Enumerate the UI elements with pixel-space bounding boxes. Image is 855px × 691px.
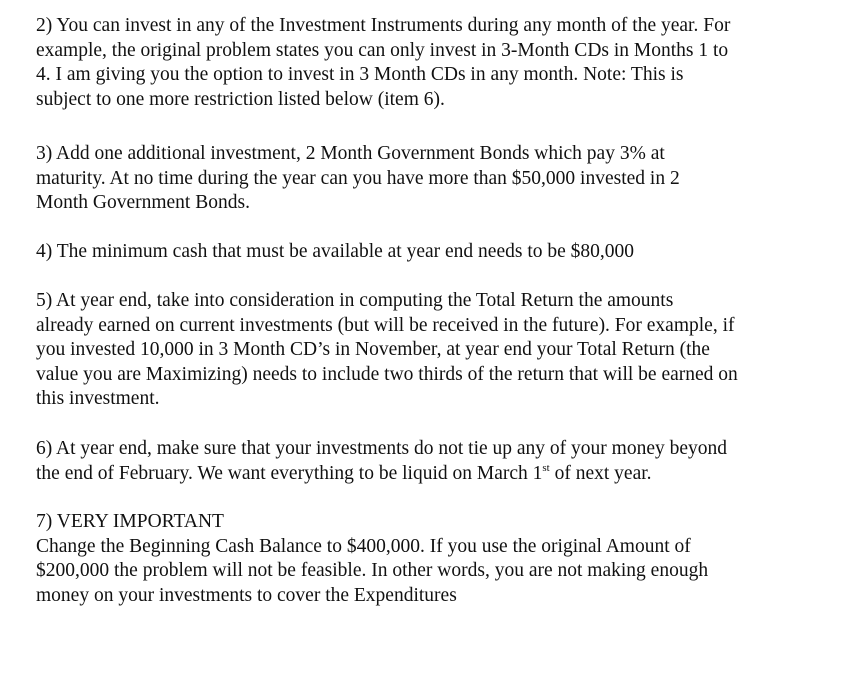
item-7-paragraph (36, 510, 826, 608)
item-4-line: 4) The minimum cash that must be available at year end needs to be $80,000 (36, 241, 635, 262)
item-6-line: 6) At year end, make sure that your investments do not tie up any of your money beyond (36, 438, 728, 459)
item-2-line: example, the original problem states you can only invest in 3-Month CDs in Months 1 to (36, 39, 729, 61)
item-7-line: money on your investments to cover the Expenditures (36, 584, 457, 606)
item-5-line: this investment. (36, 388, 160, 409)
item-5-line: already earned on current investments (but will be received in the future). For example, if (36, 314, 735, 336)
item-5-paragraph (36, 289, 826, 412)
item-6-line (36, 462, 826, 487)
item-6-line2-tail: of next year. (549, 462, 652, 484)
item-3-line: Month Government Bonds. (36, 192, 250, 213)
item-2-line: 2) You can invest in any of the Investment Instruments during any month of the year. For (36, 15, 731, 36)
item-2-paragraph (36, 14, 826, 112)
item-3-line: 3) Add one additional investment, 2 Month Government Bonds which pay 3% at (36, 143, 665, 164)
item-5-line: you invested 10,000 in 3 Month CD’s in November, at year end your Total Return (the (36, 339, 710, 360)
item-5-line: value you are Maximizing) needs to include two thirds of the return that will be earned on (36, 363, 738, 385)
item-3-paragraph (36, 142, 826, 216)
item-7-line: Change the Beginning Cash Balance to $400,000. If you use the original Amount of (36, 535, 691, 557)
item-2-line: 4. I am giving you the option to invest in 3 Month CDs in any month. Note: This is (36, 64, 684, 85)
item-6-paragraph (36, 437, 826, 486)
item-5-line: 5) At year end, take into consideration in computing the Total Return the amounts (36, 290, 674, 311)
item-7-heading: 7) VERY IMPORTANT (36, 511, 224, 532)
item-4-paragraph (36, 240, 826, 265)
item-2-line: subject to one more restriction listed below (item 6). (36, 88, 445, 110)
item-7-line: $200,000 the problem will not be feasible. In other words, you are not making enough (36, 560, 709, 581)
item-6-line2-text: the end of February. We want everything to be liquid on March 1 (36, 462, 543, 484)
item-3-line: maturity. At no time during the year can you have more than $50,000 invested in 2 (36, 167, 680, 189)
ordinal-superscript: st (542, 461, 550, 474)
